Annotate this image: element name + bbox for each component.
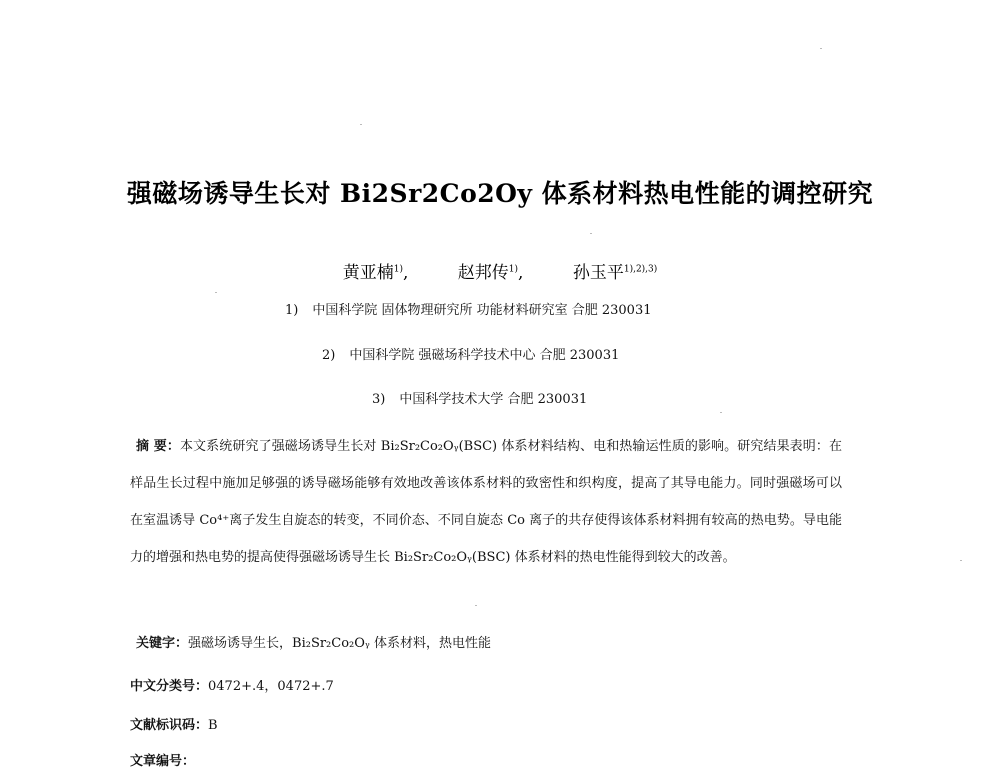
document-code-text: B	[208, 718, 218, 733]
affiliation-text: 中国科学技术大学 合肥 230031	[399, 392, 588, 407]
paper-title: 强磁场诱导生长对 Bi2Sr2Co2Oy 体系材料热电性能的调控研究	[126, 179, 874, 208]
scan-speck	[960, 560, 962, 561]
affiliation-number: 3)	[372, 392, 386, 407]
document-code	[130, 714, 218, 733]
affiliation-3	[372, 388, 587, 407]
scan-speck	[215, 292, 217, 293]
author-name: 赵邦传	[457, 263, 509, 283]
scan-speck	[720, 412, 722, 413]
author: 黄亚楠$^{1)}$,	[342, 263, 409, 283]
classification-label: 中文分类号：	[130, 679, 209, 694]
scan-speck	[360, 124, 362, 125]
author	[573, 258, 657, 283]
author: 赵邦传$^{1)}$,	[457, 263, 524, 283]
classification-number	[130, 675, 334, 694]
document-code-label: 文献标识码：	[130, 718, 209, 733]
affiliation-number: 2)	[322, 348, 336, 363]
affiliation-text: 中国科学院 强磁场科学技术中心 合肥 230031	[349, 348, 620, 363]
classification-text: 0472+.4，0472+.7	[208, 679, 334, 694]
affiliation-1	[285, 299, 652, 318]
author-name: 黄亚楠	[342, 263, 394, 283]
abstract	[130, 428, 842, 576]
keywords-label: 关键字：	[136, 636, 189, 651]
scan-speck	[590, 233, 592, 234]
affiliation-number: 1)	[285, 303, 299, 318]
affiliation-2	[322, 344, 619, 363]
abstract-label: 摘 要：	[136, 439, 180, 454]
affiliation-text: 中国科学院 固体物理研究所 功能材料研究室 合肥 230031	[312, 303, 652, 318]
article-number-label: 文章编号：	[130, 754, 196, 769]
abstract-text: 本文系统研究了强磁场诱导生长对 Bi₂Sr₂Co₂Oᵧ(BSC) 体系材料结构、电和热输运性质的影响。研究结果表明：在样品生长过程中施加足够强的诱导磁场能够有效地改善该体系材料的致密性和织构度，提高了其导电能力。同时强磁场可以在室温诱导 Co⁴⁺离子发生自旋态的转变，不同价态、不同自旋态 Co 离子的共存使得该体系材料拥有较高的热电势。导电能力的增强和热电势的提高使得强磁场诱导生长 Bi₂Sr₂Co₂Oᵧ(BSC) 体系材料的热电性能得到较大的改善。	[130, 439, 842, 565]
keywords	[136, 632, 491, 651]
author-affiliation-mark: 1)	[393, 264, 403, 275]
scan-speck	[820, 48, 822, 49]
scan-speck	[475, 605, 477, 606]
author-list	[0, 258, 1000, 283]
author-affiliation-mark: 1)	[508, 264, 519, 275]
author-name: 孙玉平	[572, 263, 624, 283]
keywords-text: 强磁场诱导生长，Bi₂Sr₂Co₂Oᵧ 体系材料，热电性能	[188, 636, 491, 651]
author-affiliation-mark: 1),2),3)	[623, 264, 658, 275]
